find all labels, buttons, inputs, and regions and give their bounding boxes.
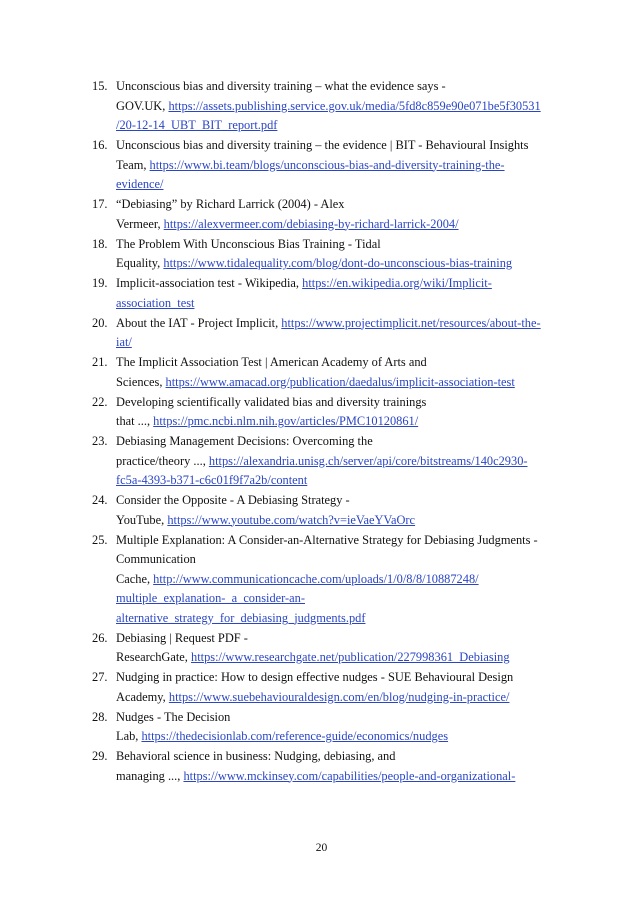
reference-number: 16. (92, 138, 108, 152)
reference-item (92, 531, 572, 629)
reference-number: 15. (92, 79, 108, 93)
reference-line (116, 550, 572, 570)
reference-number: 28. (92, 709, 108, 724)
reference-number: 25. (92, 532, 108, 547)
reference-text: practice/theory ..., (116, 453, 209, 468)
reference-line (116, 747, 572, 767)
reference-line (116, 215, 572, 235)
reference-text: Debiasing Management Decisions: Overcoming the (116, 434, 373, 448)
reference-item (92, 629, 572, 668)
reference-line (116, 393, 572, 413)
reference-text: Nudges - The Decision (116, 709, 231, 724)
reference-line (116, 333, 572, 353)
reference-link[interactable]: evidence/ (116, 177, 164, 191)
reference-text: Academy, (116, 689, 169, 704)
reference-line (116, 648, 572, 668)
reference-text: GOV.UK, (116, 98, 169, 113)
reference-line (116, 491, 572, 511)
reference-text: Unconscious bias and diversity training – the evidence | BIT - Behavioural Insights (116, 138, 529, 152)
reference-link[interactable]: fc5a-4393-b371-c6c01f9f7a2b/content (116, 473, 308, 487)
reference-list (92, 77, 572, 787)
reference-line (116, 727, 572, 747)
reference-link[interactable]: https://www.tidalequality.com/blog/dont-do-unconscious-bias-training (163, 256, 513, 270)
reference-link[interactable]: https://pmc.ncbi.nlm.nih.gov/articles/PMC10120861/ (153, 414, 419, 428)
reference-link[interactable]: https://assets.publishing.service.gov.uk/media/5fd8c859e90e071be5f30531 (168, 98, 541, 113)
reference-item (92, 235, 572, 274)
reference-text: managing ..., (116, 768, 184, 783)
reference-line (116, 767, 572, 787)
reference-link[interactable]: multiple_explanation-_a_consider-an- (116, 591, 305, 605)
reference-line (116, 136, 572, 156)
reference-number: 20. (92, 315, 108, 330)
reference-number: 19. (92, 276, 108, 290)
reference-number: 18. (92, 236, 108, 251)
reference-link[interactable]: https://www.bi.team/blogs/unconscious-bias-and-diversity-training-the- (149, 157, 505, 172)
reference-link[interactable]: https://www.mckinsey.com/capabilities/people-and-organizational- (183, 768, 516, 783)
reference-line (116, 708, 572, 728)
reference-number: 24. (92, 493, 108, 507)
reference-line (116, 668, 572, 688)
reference-item (92, 393, 572, 432)
reference-number: 26. (92, 630, 108, 645)
reference-text: that ..., (116, 414, 154, 428)
reference-line (116, 175, 572, 195)
reference-line (116, 471, 572, 491)
reference-link[interactable]: https://www.youtube.com/watch?v=ieVaeYVaOrc (167, 512, 416, 527)
reference-line (116, 688, 572, 708)
reference-line (116, 452, 572, 472)
reference-text: The Implicit Association Test | American Academy of Arts and (116, 355, 427, 369)
reference-item (92, 708, 572, 747)
reference-link[interactable]: /20-12-14_UBT_BIT_report.pdf (116, 118, 278, 132)
reference-number: 23. (92, 434, 108, 448)
reference-text: Lab, (116, 729, 142, 743)
reference-line (116, 235, 572, 255)
reference-item (92, 353, 572, 392)
reference-text: Communication (116, 552, 196, 566)
reference-text: Developing scientifically validated bias and diversity trainings (116, 394, 427, 409)
reference-link[interactable]: https://www.suebehaviouraldesign.com/en/blog/nudging-in-practice/ (168, 689, 510, 704)
reference-text: About the IAT - Project Implicit, (116, 315, 282, 330)
reference-line (116, 156, 572, 176)
reference-number: 21. (92, 355, 108, 369)
reference-item (92, 136, 572, 195)
reference-line (116, 432, 572, 452)
reference-item (92, 195, 572, 234)
reference-line (116, 511, 572, 531)
reference-line (116, 353, 572, 373)
reference-text: Cache, (116, 571, 154, 586)
reference-link[interactable]: https://en.wikipedia.org/wiki/Implicit- (302, 276, 492, 290)
reference-line (116, 254, 572, 274)
reference-item (92, 747, 572, 786)
reference-item (92, 274, 572, 313)
reference-item (92, 668, 572, 707)
reference-number: 27. (92, 670, 108, 684)
reference-text: Nudging in practice: How to design effective nudges - SUE Behavioural Design (116, 670, 514, 684)
reference-line (116, 570, 572, 590)
reference-text: Sciences, (116, 374, 166, 389)
reference-text: Implicit-association test - Wikipedia, (116, 276, 303, 290)
reference-line (116, 77, 572, 97)
reference-link[interactable]: alternative_strategy_for_debiasing_judgments.pdf (116, 610, 366, 625)
reference-number: 29. (92, 749, 108, 763)
reference-line (116, 531, 572, 551)
reference-link[interactable]: https://www.projectimplicit.net/resources/about-the- (281, 315, 541, 330)
reference-text: Behavioral science in business: Nudging, debiasing, and (116, 749, 396, 763)
reference-text: Equality, (116, 256, 164, 270)
reference-line (116, 589, 572, 609)
reference-text: “Debiasing” by Richard Larrick (2004) - Alex (116, 197, 345, 211)
reference-line (116, 629, 572, 649)
reference-link[interactable]: iat/ (116, 335, 132, 349)
reference-line (116, 314, 572, 334)
reference-number: 22. (92, 394, 108, 409)
reference-text: Vermeer, (116, 216, 164, 231)
reference-line (116, 609, 572, 629)
reference-link[interactable]: association_test (116, 295, 195, 310)
page-number: 20 (315, 842, 328, 854)
reference-number: 17. (92, 197, 108, 211)
reference-link[interactable]: https://www.amacad.org/publication/daedalus/implicit-association-test (165, 374, 515, 389)
reference-line (116, 412, 572, 432)
reference-item (92, 491, 572, 530)
reference-line (116, 195, 572, 215)
reference-item (92, 432, 572, 491)
reference-link[interactable]: https://alexandria.unisg.ch/server/api/core/bitstreams/140c2930- (208, 453, 528, 468)
reference-text: The Problem With Unconscious Bias Training - Tidal (116, 236, 381, 251)
reference-line (116, 97, 572, 117)
reference-item (92, 314, 572, 353)
reference-link[interactable]: https://alexvermeer.com/debiasing-by-richard-larrick-2004/ (163, 216, 459, 231)
reference-text: YouTube, (116, 512, 168, 527)
reference-line (116, 116, 572, 136)
reference-text: ResearchGate, (116, 650, 191, 664)
reference-text: Team, (116, 157, 150, 172)
reference-item (92, 77, 572, 136)
reference-line (116, 294, 572, 314)
reference-link[interactable]: http://www.communicationcache.com/uploads/1/0/8/8/10887248/ (153, 571, 479, 586)
reference-text: Debiasing | Request PDF - (116, 630, 248, 645)
reference-text: Consider the Opposite - A Debiasing Strategy - (116, 493, 350, 507)
reference-line (116, 373, 572, 393)
reference-line (116, 274, 572, 294)
reference-text: Unconscious bias and diversity training – what the evidence says - (116, 79, 446, 93)
reference-text: Multiple Explanation: A Consider-an-Alternative Strategy for Debiasing Judgments - (116, 532, 538, 547)
reference-link[interactable]: https://thedecisionlab.com/reference-guide/economics/nudges (141, 729, 449, 743)
reference-link[interactable]: https://www.researchgate.net/publication/227998361_Debiasing (191, 650, 510, 664)
